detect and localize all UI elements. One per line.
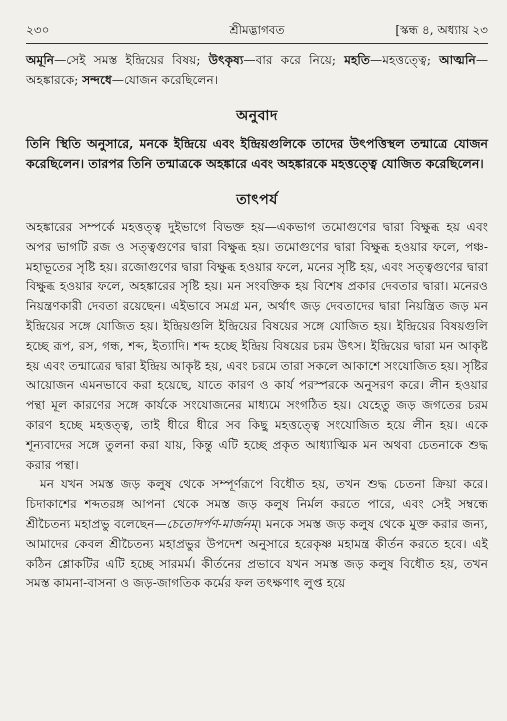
gloss-meaning: —যোজন করেছিলেন। bbox=[111, 73, 219, 87]
gloss-term: আত্মনি bbox=[439, 53, 476, 67]
page-number: ২৩০ bbox=[26, 23, 50, 37]
translation-text: তিনি স্থিতি অনুসারে, মনকে ইন্দ্রিয়ে এবং ইন্দ্রিয়গুলিকে তাদের উৎপত্তিস্থল তন্মাত্রে যোজন করেছিলেন। তারপর তিনি তন্মাত্রকে অহঙ্কারে এবং অহঙ্কারকে মহত্তত্ত্বে যোজিত করেছিলেন। bbox=[26, 136, 488, 171]
purport-text: মন যখন সমস্ত জড় কলুষ থেকে সম্পূর্ণরূপে বিধৌত হয়, তখন শুদ্ধ চেতনা ক্রিয়া করে। চিদাকাশের শব্দতরঙ্গ আপনা থেকে সমস্ত জড় কলুষ নির্মল করতে পারে, এবং সেই সম্বন্ধে শ্রীচৈতন্য মহাপ্রভু বলেছেন— bbox=[26, 477, 488, 531]
gloss-meaning: —সেই সমস্ত ইন্দ্রিয়ের বিষয়; bbox=[54, 53, 209, 67]
gloss-meaning: —অহঙ্কারকে; bbox=[26, 53, 489, 87]
gloss-term: উৎকৃষ্য bbox=[208, 53, 244, 67]
gloss-term: সন্দধে bbox=[82, 73, 112, 87]
sanskrit-quote: চেতোদর্পণ-মার্জনম্ bbox=[166, 516, 258, 531]
gloss-term: অমূনি bbox=[26, 53, 55, 67]
purport-text: । মনকে সমস্ত জড় কলুষ থেকে মুক্ত করার জন্য, আমাদের কেবল শ্রীচৈতন্য মহাপ্রভুর উপদেশ অনুসারে হরেকৃষ্ণ মহামন্ত্র কীর্তন করতে হবে। এই কঠিন শ্লোকটির এটি হচ্ছে সারমর্ম। কীর্তনের প্রভাবে যখন সমস্ত জড় কলুষ বিধৌত হয়, তখন সমস্ত কামনা-বাসনা ও জড়-জাগতিক কর্মের ফল তৎক্ষণাৎ লুপ্ত হয়ে bbox=[26, 516, 488, 591]
gloss-meaning: —বার করে নিয়ে; bbox=[243, 53, 345, 67]
translation-heading: অনুবাদ bbox=[236, 108, 278, 124]
book-page bbox=[26, 22, 488, 594]
gloss-meaning: —মহত্তত্ত্বে; bbox=[370, 53, 440, 67]
purport-heading: তাৎপর্য bbox=[236, 192, 278, 208]
purport-paragraph-1: অহঙ্কারের সম্পর্কে মহত্তত্ত্ব দুইভাগে বিভক্ত হয়—একভাগ তমোগুণের দ্বারা বিক্ষুব্ধ হয় এবং অপর ভাগটি রজ ও সত্ত্বগুণের দ্বারা বিক্ষুব্ধ হয়। তমোগুণের দ্বারা বিক্ষুব্ধ হওয়ার ফলে, পঞ্চ-মহাভূতের সৃষ্টি হয়। রজোগুণের দ্বারা বিক্ষুব্ধ হওয়ার ফলে, মনের সৃষ্টি হয়, এবং সত্ত্বগুণের দ্বারা বিক্ষুব্ধ হওয়ার ফলে, অহঙ্কারের সৃষ্টি হয়। মন সংবক্তিক হয় বিশেষ প্রকার দেবতার দ্বারা। মনেরও নিয়ন্ত্রণকারী দেবতা রয়েছেন। এইভাবে সমগ্র মন, অর্থাৎ জড় দেবতাদের দ্বারা নিয়ন্ত্রিত জড় মন ইন্দ্রিয়ের সঙ্গে যোজিত হয়। ইন্দ্রিয়গুলি ইন্দ্রিয়ের বিষয়ের সঙ্গে যোজিত হয়। ইন্দ্রিয়ের বিষয়গুলি হচ্ছে রূপ, রস, গন্ধ, শব্দ, ইত্যাদি। শব্দ হচ্ছে ইন্দ্রিয় বিষয়ের চরম উৎস। ইন্দ্রিয়ের দ্বারা মন আকৃষ্ট হয় এবং তন্মাত্রের দ্বারা ইন্দ্রিয় আকৃষ্ট হয়, এবং চরমে তারা সকলে আকাশে সংযোজিত হয়। সৃষ্টির আয়োজন এমনভাবে করা হয়েছে, যাতে কারণ ও কার্য পরস্পরকে অনুসরণ করে। লীন হওয়ার পন্থা মূল কারণের সঙ্গে কার্যকে সংযোজনের মাধ্যমে সংগঠিত হয়। যেহেতু জড় জগতের চরম কারণ হচ্ছে মহত্তত্ত্ব, তাই ধীরে ধীরে সব কিছু মহত্তত্ত্বে সংযোজিত হয়ে লীন হয়। একে শূন্যবাদের সঙ্গে তুলনা করা যায়, কিন্তু এটি হচ্ছে প্রকৃত আধ্যাত্মিক মন অথবা চেতনাকে শুদ্ধ করার পন্থা। bbox=[26, 220, 488, 472]
header-rule bbox=[26, 43, 488, 44]
running-header bbox=[26, 22, 488, 42]
gloss-term: মহতি bbox=[344, 53, 371, 67]
book-title: শ্রীমদ্ভাগবত bbox=[229, 23, 285, 37]
purport-body bbox=[26, 218, 488, 594]
word-gloss bbox=[26, 50, 488, 90]
purport-paragraph-2 bbox=[26, 475, 488, 594]
chapter-reference: [স্কন্ধ ৪, অধ্যায় ২৩ bbox=[395, 23, 488, 37]
